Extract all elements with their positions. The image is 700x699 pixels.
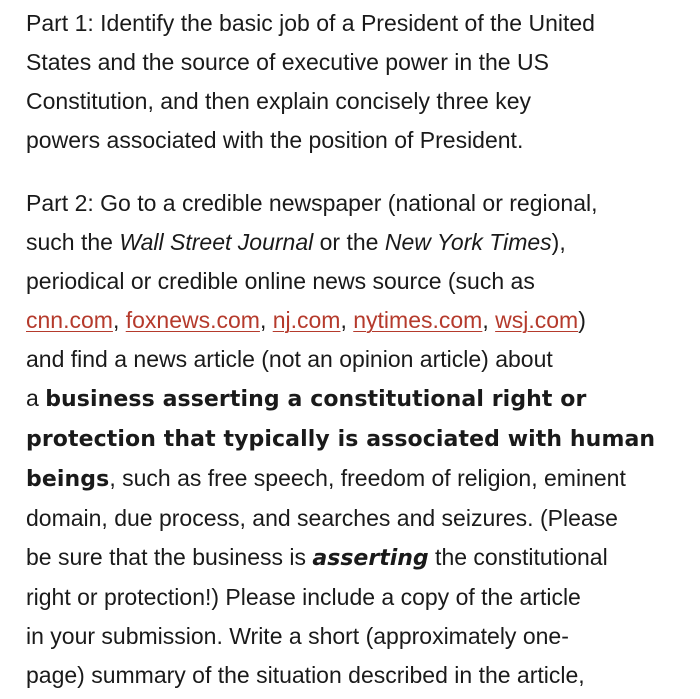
link-cnn[interactable]: cnn.com (26, 307, 113, 333)
part1-line-2: States and the source of executive power in the US (26, 49, 549, 75)
part2-line-1: Part 2: Go to a credible newspaper (national or regional, (26, 190, 598, 216)
part2-line-11: right or protection!) Please include a copy of the article (26, 584, 581, 610)
link-nytimes[interactable]: nytimes.com (353, 307, 483, 333)
link-nj[interactable]: nj.com (272, 307, 341, 333)
part2-line-6 (26, 379, 688, 419)
emphasis-bold-3: beings (26, 467, 110, 492)
part2-line-2-text-b: or the (313, 229, 385, 255)
part1-line-3: Constitution, and then explain concisely three key (26, 88, 532, 114)
part2-line-8 (26, 459, 688, 499)
emphasis-bold-1: business asserting a constitutional right or (45, 387, 587, 412)
emphasis-asserting: asserting (312, 546, 429, 571)
part2-line-2-text-a: such the (26, 229, 120, 255)
link-wsj[interactable]: wsj.com (495, 307, 579, 333)
part2-line-3: periodical or credible online news source (such as (26, 268, 535, 294)
part2-line-2-text-c: ), (551, 229, 566, 255)
part2-line-5: and find a news article (not an opinion article) about (26, 346, 553, 372)
part2-line-7 (26, 419, 688, 459)
wsj-title: Wall Street Journal (119, 229, 314, 255)
link-separator: , (259, 307, 273, 333)
link-foxnews[interactable]: foxnews.com (125, 307, 260, 333)
part2-line-6-text: a (26, 385, 46, 411)
part1-line-1: Part 1: Identify the basic job of a President of the United (26, 10, 595, 36)
part2-line-13: page) summary of the situation described in the article, (26, 662, 585, 688)
part2-line-10-text-a: be sure that the business is (26, 544, 313, 570)
link-separator: , (482, 307, 496, 333)
link-separator: , (112, 307, 126, 333)
part2-line-9: domain, due process, and searches and seizures. (Please (26, 505, 618, 531)
part2-line-4 (26, 301, 688, 340)
nyt-title: New York Times (384, 229, 552, 255)
part1-paragraph (26, 4, 688, 160)
assignment-document (26, 4, 688, 695)
part2-line-12: in your submission. Write a short (approximately one- (26, 623, 569, 649)
part2-line-10-text-b: the constitutional (428, 544, 608, 570)
part2-paragraph (26, 184, 688, 695)
part1-line-4: powers associated with the position of President. (26, 127, 524, 153)
link-separator: , (340, 307, 354, 333)
part2-line-2 (26, 223, 688, 262)
part2-line-10 (26, 538, 688, 578)
part2-line-4-close: ) (578, 307, 586, 333)
part2-line-8-text: , such as free speech, freedom of religion, eminent (109, 465, 626, 491)
emphasis-bold-2: protection that typically is associated with human (26, 427, 656, 452)
